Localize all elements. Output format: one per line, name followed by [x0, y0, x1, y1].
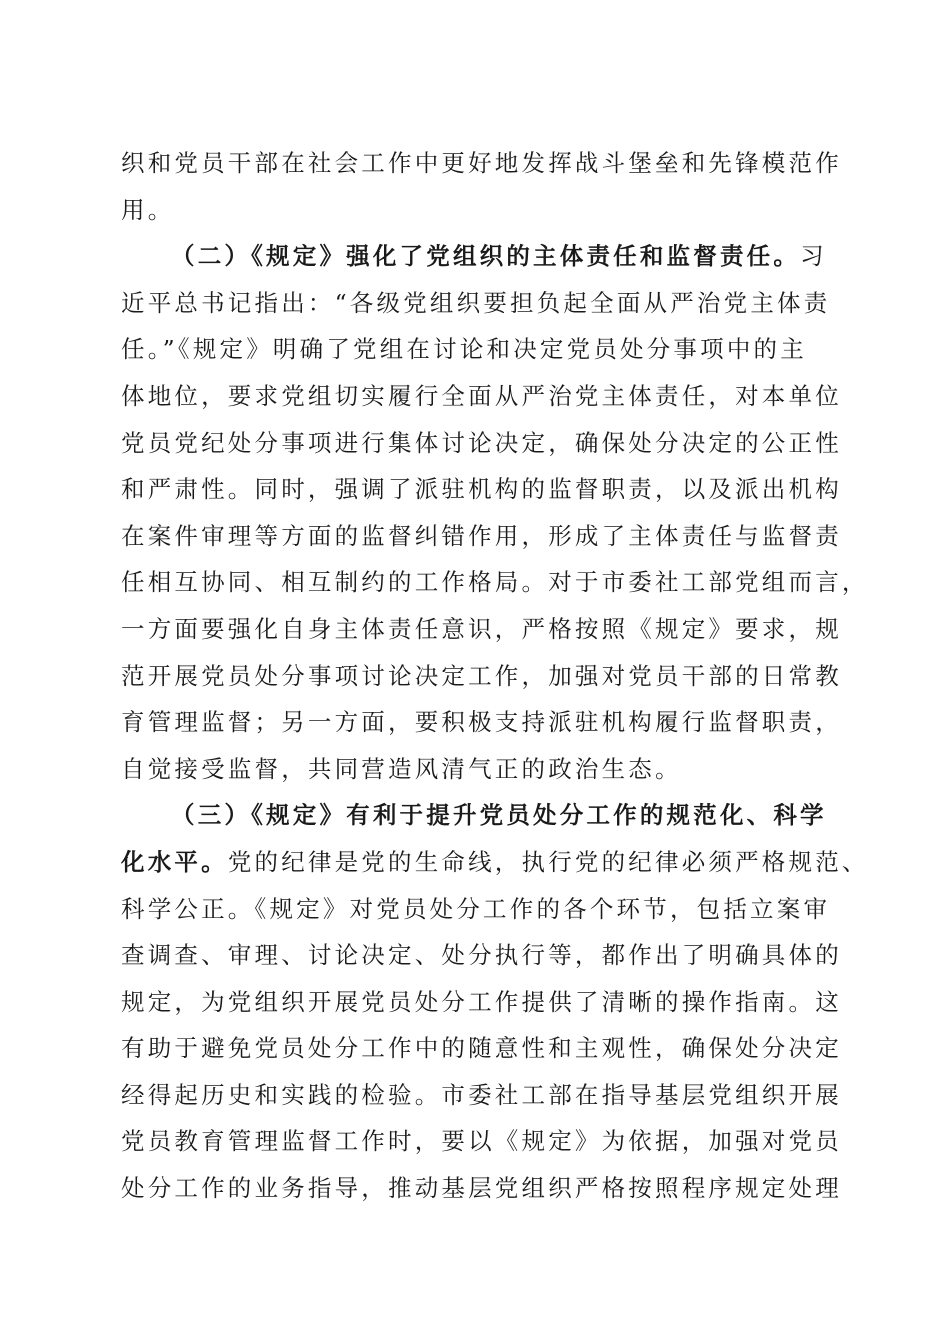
- text-line: 规定，为党组织开展党员处分工作提供了清晰的操作指南。这: [121, 987, 842, 1016]
- text-line: 有助于避免党员处分工作中的随意性和主观性，确保处分决定: [121, 1034, 842, 1063]
- text-line: 查调查、审理、讨论决定、处分执行等，都作出了明确具体的: [121, 941, 842, 970]
- section-3-heading-line-2: [121, 839, 869, 886]
- text-line: 党员党纪处分事项进行集体讨论决定，确保处分决定的公正性: [121, 428, 842, 457]
- text-line: 处分工作的业务指导，推动基层党组织严格按照程序规定处理: [121, 1174, 842, 1203]
- text-line: 任相互协同、相互制约的工作格局。对于市委社工部党组而言，: [121, 568, 869, 597]
- text-line: 任。”《规定》明确了党组在讨论和决定党员处分事项中的主: [121, 335, 807, 364]
- text-line: 织和党员干部在社会工作中更好地发挥战斗堡垒和先锋模范作: [121, 149, 842, 177]
- text-line: 和严肃性。同时，强调了派驻机构的监督职责，以及派出机构: [121, 475, 842, 504]
- section-3-heading: （三）《规定》有利于提升党员处分工作的规范化、科学: [171, 801, 827, 830]
- section-3-heading-end: 化水平。: [121, 847, 228, 876]
- text-line: 一方面要强化自身主体责任意识，严格按照《规定》要求，规: [121, 614, 842, 643]
- text-line: 体地位，要求党组切实履行全面从严治党主体责任，对本单位: [121, 381, 842, 410]
- document-body: [121, 140, 869, 1212]
- section-2-heading-line: [121, 233, 826, 280]
- text-fragment: 习: [800, 242, 827, 271]
- text-line: 用。: [121, 195, 175, 224]
- text-line: 自觉接受监督，共同营造风清气正的政治生态。: [121, 754, 682, 783]
- text-line: 育管理监督；另一方面，要积极支持派驻机构履行监督职责，: [121, 708, 842, 737]
- text-line: 经得起历史和实践的检验。市委社工部在指导基层党组织开展: [121, 1080, 842, 1109]
- text-line: 科学公正。《规定》对党员处分工作的各个环节，包括立案审: [121, 894, 831, 923]
- text-line: 党员教育管理监督工作时，要以《规定》为依据，加强对党员: [121, 1127, 842, 1156]
- text-line: 范开展党员处分事项讨论决定工作，加强对党员干部的日常教: [121, 661, 842, 690]
- section-2-heading: （二）《规定》强化了党组织的主体责任和监督责任。: [171, 242, 801, 271]
- text-line: 在案件审理等方面的监督纠错作用，形成了主体责任与监督责: [121, 521, 842, 550]
- text-line: 近平总书记指出：“各级党组织要担负起全面从严治党主体责: [121, 288, 831, 317]
- text-fragment: 党的纪律是党的生命线，执行党的纪律必须严格规范、: [227, 847, 869, 876]
